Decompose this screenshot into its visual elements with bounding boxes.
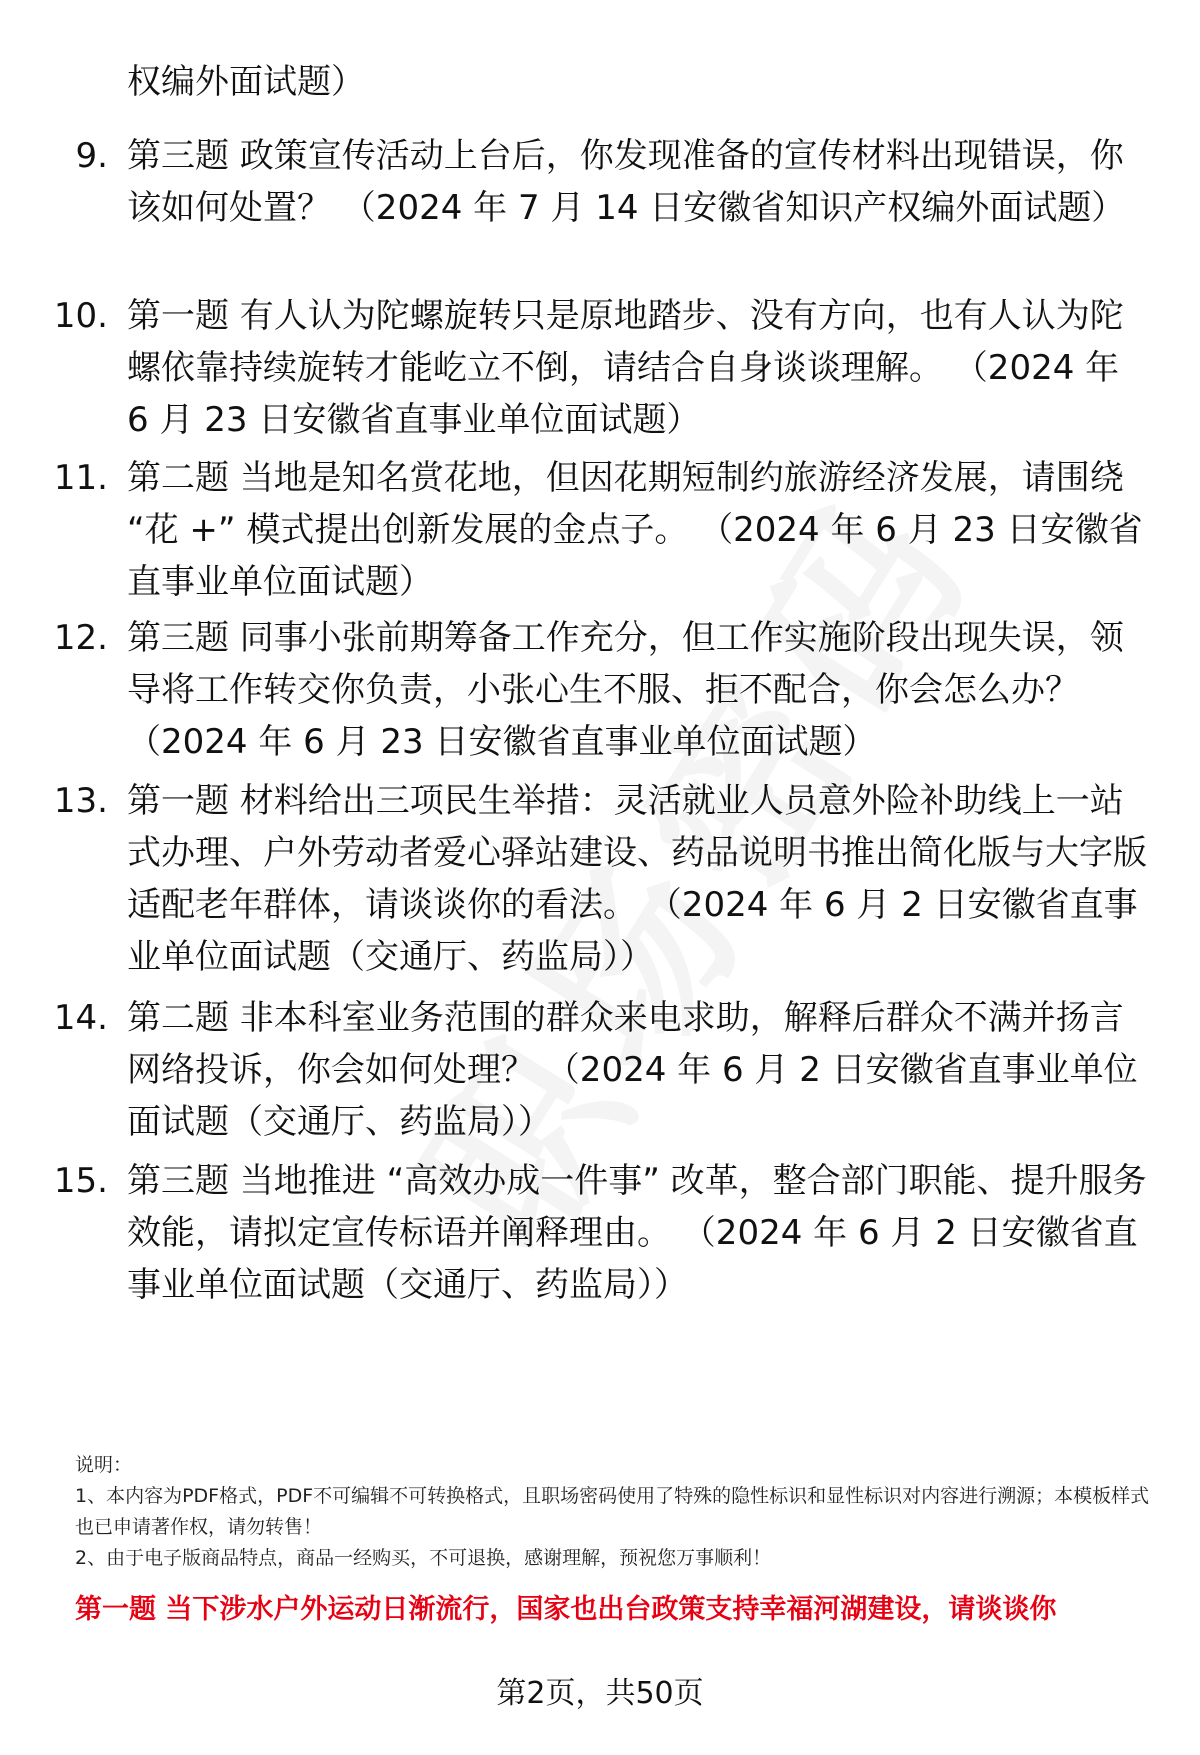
question-text: 第一题 有人认为陀螺旋转只是原地踏步、没有方向，也有人认为陀螺依靠持续旋转才能屹立不倒，请结合自身谈谈理解。 （2024 年 6 月 23 日安徽省直事业单位面试题） (127, 296, 1124, 440)
notes-heading: 说明： (75, 1454, 133, 1476)
notes-line: 1、本内容为PDF格式，PDF不可编辑不可转换格式，且职场密码使用了特殊的隐性标识和显性标识对内容进行溯源；本模板样式也已申请著作权，请勿转售！ (75, 1485, 1150, 1538)
question-text: 第三题 政策宣传活动上台后，你发现准备的宣传材料出现错误，你该如何处置？ （2024 年 7 月 14 日安徽省知识产权编外面试题） (127, 136, 1126, 228)
continued-text: 权编外面试题） (127, 62, 365, 102)
question-number: 12. (53, 618, 108, 658)
question-text: 第三题 同事小张前期筹备工作充分，但工作实施阶段出现失误，领导将工作转交你负责，小张心生不服、拒不配合，你会怎么办？ （2024 年 6 月 23 日安徽省直事业单位面试题） (127, 618, 1124, 762)
question-text: 第二题 当地是知名赏花地，但因花期短制约旅游经济发展，请围绕 “花 +” 模式提出创新发展的金点子。 （2024 年 6 月 23 日安徽省直事业单位面试题） (127, 458, 1143, 602)
question-text: 第一题 材料给出三项民生举措：灵活就业人员意外险补助线上一站式办理、户外劳动者爱心驿站建设、药品说明书推出简化版与大字版适配老年群体，请谈谈你的看法。 （2024 年 6 月 2 日安徽省直事业单位面试题（交通厅、药监局）） (127, 781, 1147, 977)
question-text: 第三题 当地推进 “高效办成一件事” 改革，整合部门职能、提升服务效能，请拟定宣传标语并阐释理由。 （2024 年 6 月 2 日安徽省直事业单位面试题（交通厅、药监局）） (127, 1161, 1147, 1305)
question-number: 13. (53, 781, 108, 821)
notes-line: 2、由于电子版商品特点，商品一经购买，不可退换，感谢理解，预祝您万事顺利！ (75, 1547, 772, 1569)
page-number: 第2页，共50页 (496, 1676, 704, 1711)
notes-section (75, 1450, 1165, 1574)
question-number: 15. (53, 1161, 108, 1201)
question-number: 11. (53, 458, 108, 498)
question-number: 14. (53, 998, 108, 1038)
promo-question-line: 第一题 当下涉水户外运动日渐流行，国家也出台政策支持幸福河湖建设，请谈谈你 (75, 1594, 1057, 1625)
question-number: 10. (53, 296, 108, 336)
question-number: 9. (75, 136, 108, 176)
question-text: 第二题 非本科室业务范围的群众来电求助，解释后群众不满并扬言网络投诉，你会如何处理？ （2024 年 6 月 2 日安徽省直事业单位面试题（交通厅、药监局）） (127, 998, 1138, 1142)
